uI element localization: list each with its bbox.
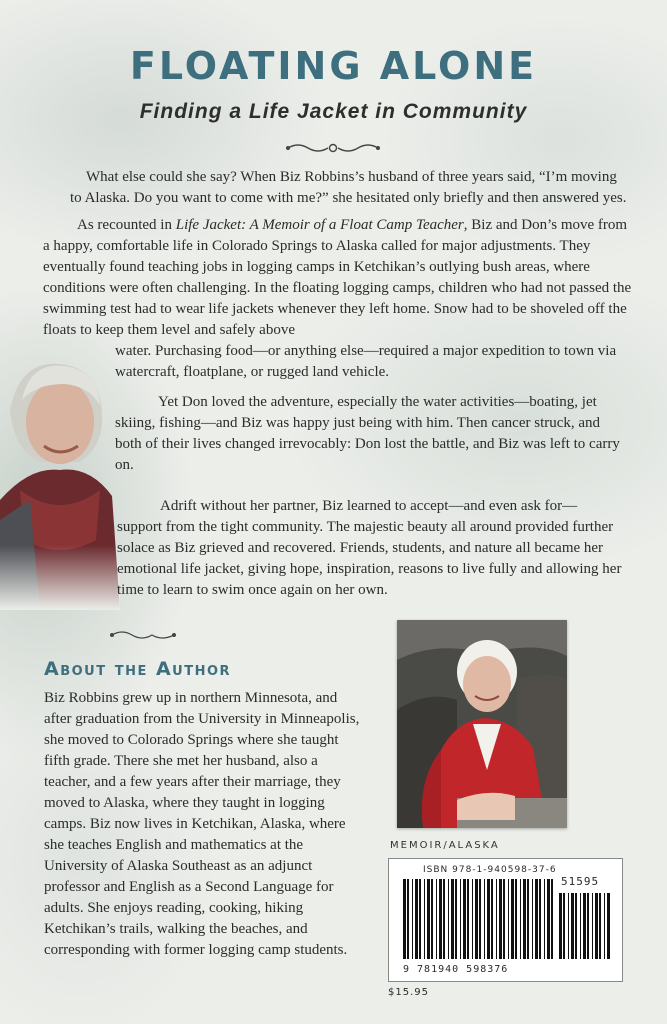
barcode-bar [419,879,421,959]
barcode-bar [484,879,485,959]
barcode-digits: 9 781940 598376 [403,964,509,975]
paragraph-2-body: , Biz and Don’s move from a happy, comfortable life in Colorado Springs to Alaska called for major adjustments. They eventually found teaching jobs in logging camps in Ketchikan’s outlying bush areas, where conditions were often challenging. In the floating logging camps, children who had not passed the swimming test had to wear life jackets whenever they left home. Snow had to be shoveled off the floats to keep them level and safely above [43,217,632,338]
barcode-bar [511,879,514,959]
barcode-bar [472,879,473,959]
book-title: FLOATING ALONE [129,44,538,88]
barcode-bar [443,879,445,959]
paragraph-2-lead: As recounted in [77,217,176,233]
barcode-bar [460,879,461,959]
barcode-bar [559,893,562,959]
barcode-bar [415,879,418,959]
author-bio: Biz Robbins grew up in northern Minnesota, and after graduation from the University in Minneapolis, she moved to Colorado Springs where she taught fifth grade. There she met her husband, also a teacher, and a few years after their marriage, they moved to Alaska, where they taught in logging camps. Biz now lives in Ketchikan, Alaska, where she teaches English and mathematics at the University of Alaska Southeast as an adjunct professor and English as a Second Language for adults. She enjoys reading, cooking, hiking Ketchikan’s trails, walking the beaches, and corresponding with former logging camp students. [44,690,360,958]
barcode-bar [439,879,442,959]
barcode-bar [523,879,526,959]
paragraph-2-end: water. Purchasing food—or anything else—required a major expedition to town via watercraft, floatplane, or rugged land vehicle. [115,343,617,380]
barcode-bar [479,879,481,959]
barcode-bar [527,879,529,959]
price-code: 51595 [561,875,600,888]
price-label: $15.95 [388,987,429,998]
barcode-bar [568,893,569,959]
barcode-bar [551,879,553,959]
barcode-bar [424,879,425,959]
barcode-bar [580,893,581,959]
barcode-bar [587,893,589,959]
barcode-bar [463,879,466,959]
barcode-bar [547,879,550,959]
about-author-heading: About the Author [44,658,232,680]
book-subtitle: Finding a Life Jacket in Community [139,100,528,123]
paragraph-3: Yet Don loved the adventure, especially the water activities—boating, jet skiing, fishing—and Biz was happy just being with him. Then cancer struck, and both of their lives changed irrevocably: Don lost the battle, and Biz was left to carry on. [115,394,620,473]
paragraph-4: Adrift without her partner, Biz learned to accept—and even ask for—support from the tight community. The majestic beauty all around provided further solace as Biz grieved and recovered. Friends, students, and nature all became her emotional life jacket, giving hope, inspiration, reasons to live fully and allowing her time to learn to swim once again on her own. [117,498,622,598]
barcode-bar [508,879,509,959]
barcode-bar [607,893,610,959]
barcode-bar [515,879,517,959]
barcode-bar [455,879,457,959]
barcode-bar [403,879,406,959]
barcode-bar [503,879,505,959]
barcode-bar [595,893,598,959]
flourish-ornament-small [108,628,178,642]
barcode-bar [467,879,469,959]
barcode-bar [544,879,545,959]
barcode-bar [532,879,533,959]
flourish-ornament [283,140,383,156]
barcode-bar [575,893,577,959]
barcode-bar [520,879,521,959]
barcode-bar [571,893,574,959]
barcode-bar [496,879,497,959]
barcode-panel [388,858,623,982]
barcode-bar [535,879,538,959]
barcode-bar [451,879,454,959]
genre-label: MEMOIR/ALASKA [390,840,500,851]
barcode-bar [427,879,430,959]
barcode-bar [499,879,502,959]
barcode-bar [407,879,409,959]
barcode-bar [539,879,541,959]
barcode-bar [475,879,478,959]
author-photo-faded [0,350,120,610]
barcode-bar [599,893,601,959]
paragraph-1: What else could she say? When Biz Robbins’s husband of three years said, “I’m moving to Alaska. Do you want to come with me?” she hesitated only briefly and then answered yes. [70,169,627,206]
barcode-bar [436,879,437,959]
barcode-bar [583,893,586,959]
barcode-bar [487,879,490,959]
author-photo [397,620,567,828]
barcode-bar [592,893,593,959]
isbn-text: ISBN 978-1-940598-37-6 [423,865,557,875]
barcode-bar [412,879,413,959]
barcode-bar [491,879,493,959]
paragraph-2 [43,215,633,341]
barcode-ean [403,879,553,959]
barcode-bar [431,879,433,959]
barcode-addon [559,893,611,959]
barcode-bar [448,879,449,959]
barcode-bar [604,893,605,959]
barcode-bar [563,893,565,959]
book-reference: Life Jacket: A Memoir of a Float Camp Teacher [175,217,464,233]
